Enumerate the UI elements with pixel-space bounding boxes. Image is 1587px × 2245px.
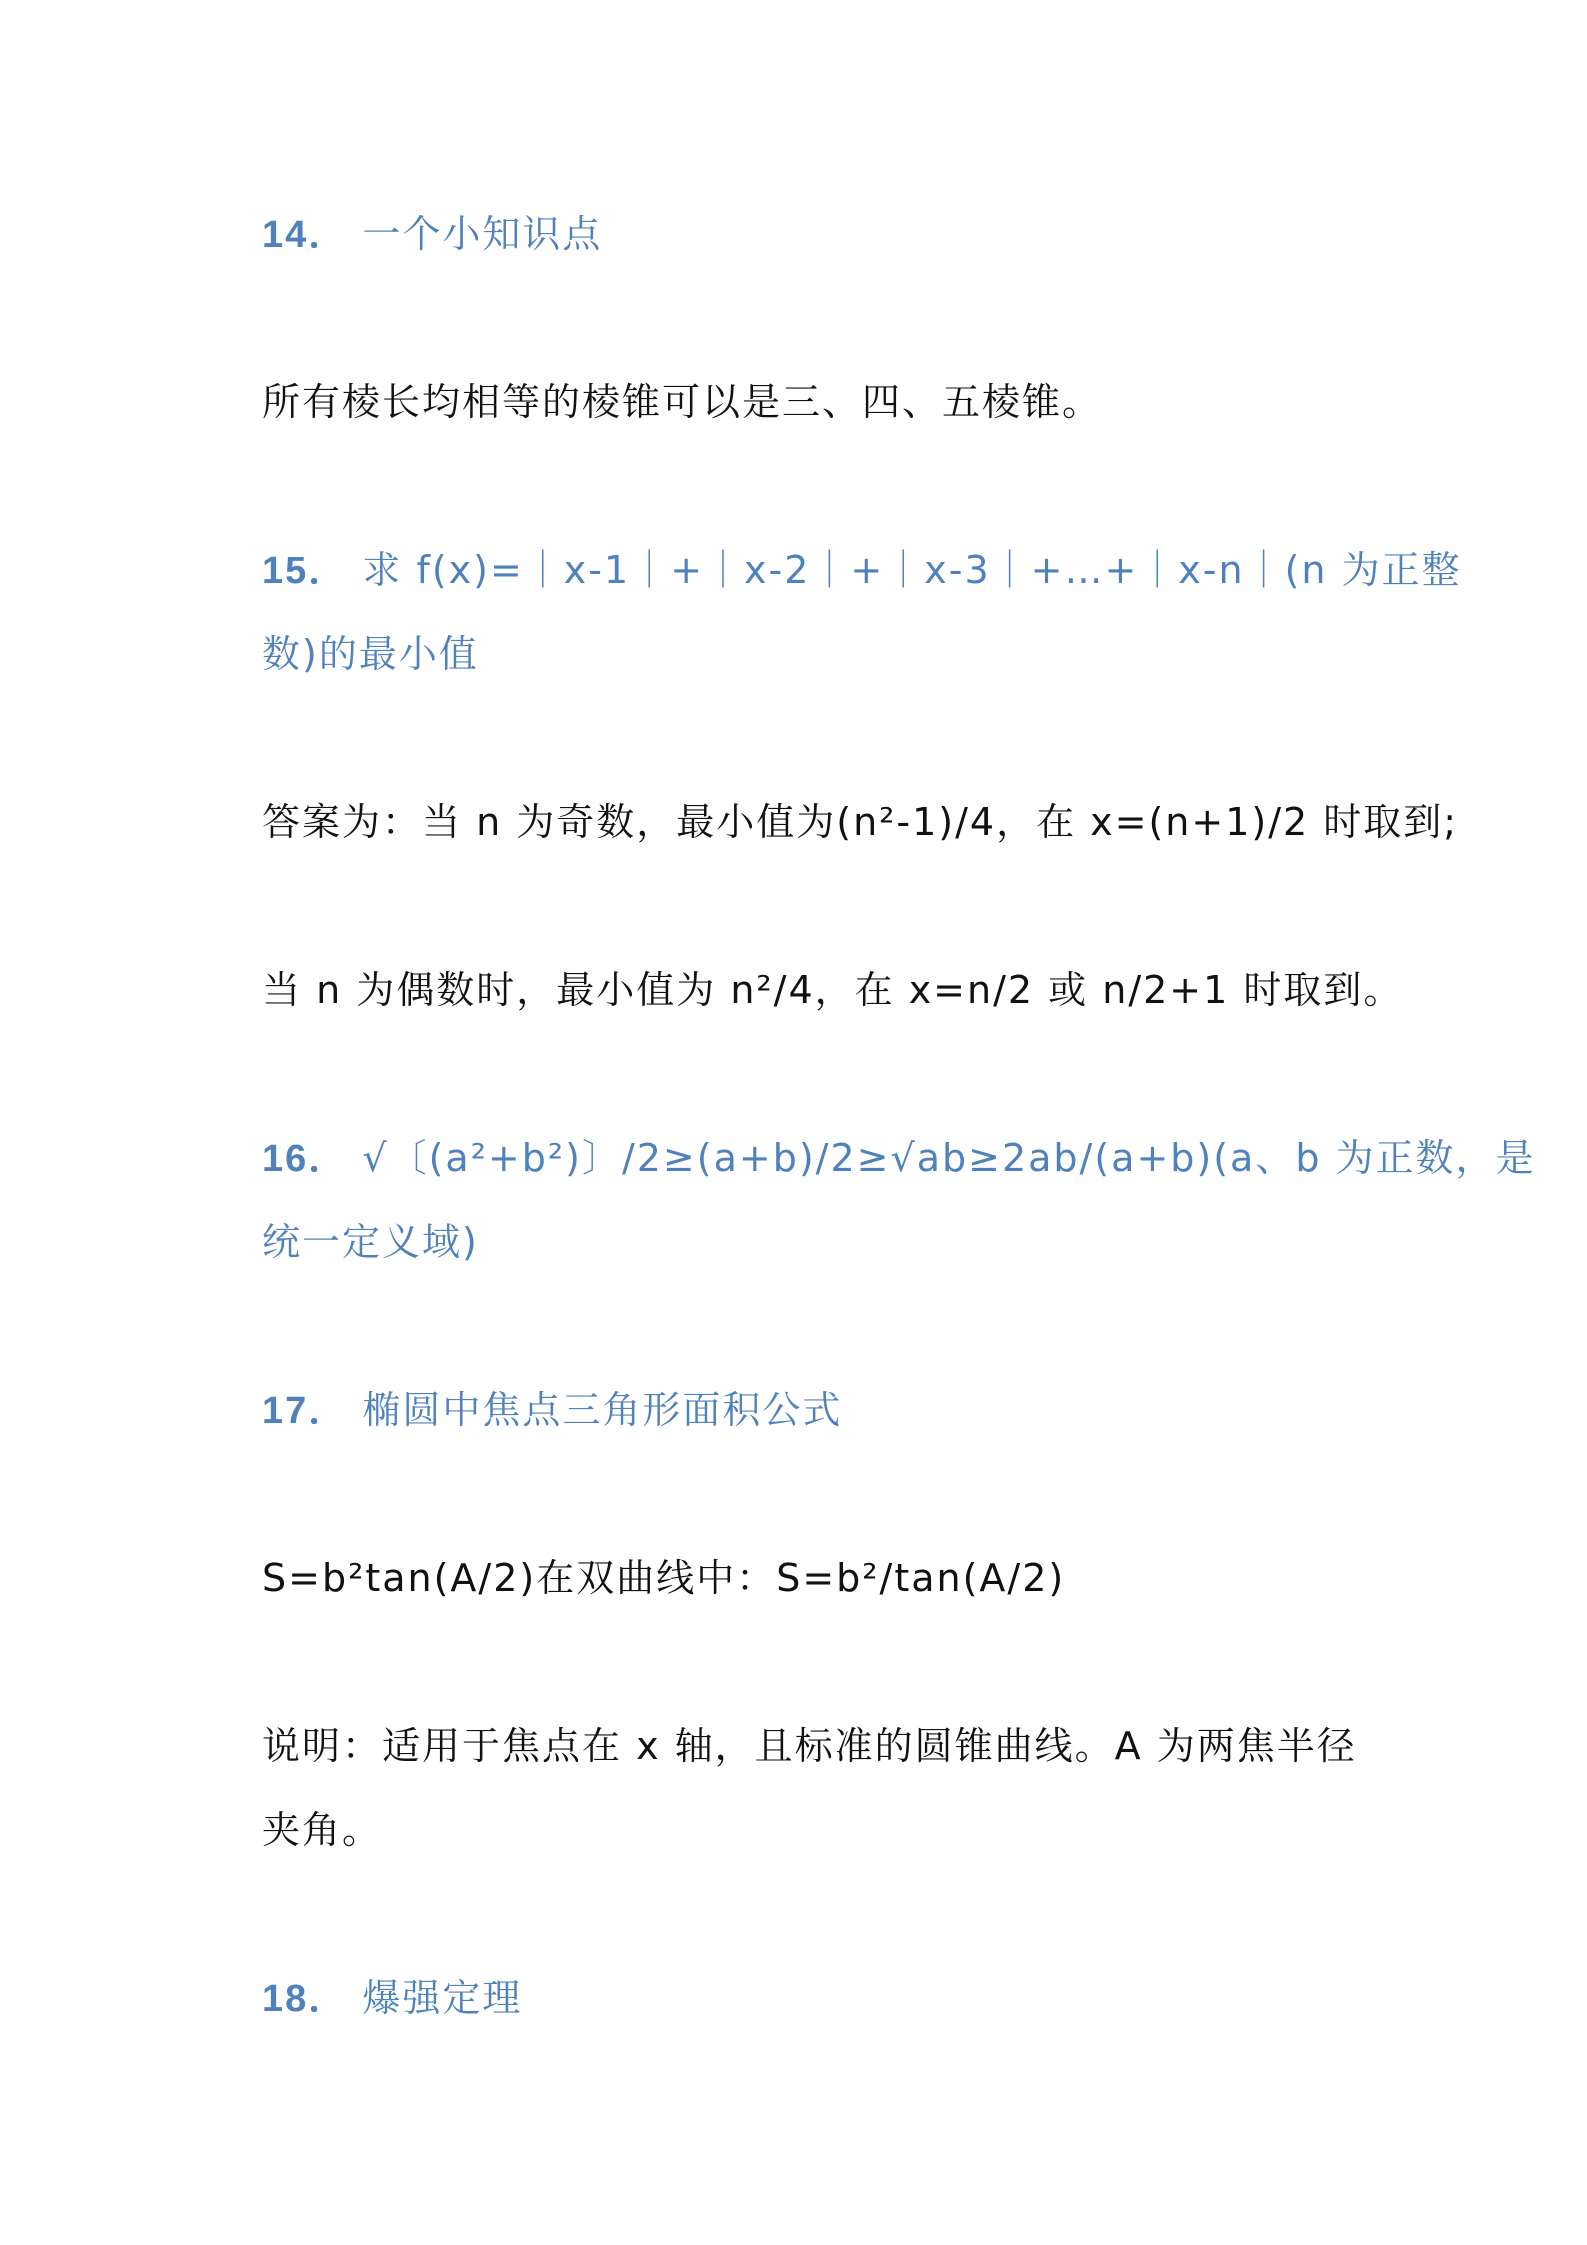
- item-number: 17．: [262, 1390, 349, 1432]
- item-17-note-continued: 夹角。: [262, 1808, 383, 1852]
- item-title: 椭圆中焦点三角形面积公式: [362, 1388, 843, 1432]
- item-15-answer-odd: 答案为：当 n 为奇数，最小值为(n²-1)/4，在 x=(n+1)/2 时取到;: [262, 800, 1459, 844]
- item-number: 14．: [262, 214, 349, 256]
- item-17-heading: [262, 1386, 842, 1435]
- item-number: 15．: [262, 550, 349, 592]
- item-14-content: 所有棱长均相等的棱锥可以是三、四、五棱锥。: [262, 380, 1103, 424]
- item-15-heading-continued: 数)的最小值: [262, 632, 479, 676]
- item-title: 一个小知识点: [362, 212, 603, 256]
- item-16-heading-continued: 统一定义域): [262, 1220, 479, 1264]
- item-16-heading: [262, 1134, 1536, 1183]
- item-17-note: 说明：适用于焦点在 x 轴，且标准的圆锥曲线。A 为两焦半径: [262, 1724, 1357, 1768]
- item-17-formula: S=b²tan(A/2)在双曲线中：S=b²/tan(A/2): [262, 1556, 1066, 1600]
- item-number: 16．: [262, 1138, 349, 1180]
- item-18-heading: [262, 1974, 522, 2023]
- item-title: 爆强定理: [362, 1976, 523, 2020]
- item-title: 求 f(x)=｜x-1｜+｜x-2｜+｜x-3｜+…+｜x-n｜(n 为正整: [362, 548, 1462, 592]
- item-15-heading: [262, 546, 1462, 595]
- item-15-answer-even: 当 n 为偶数时，最小值为 n²/4，在 x=n/2 或 n/2+1 时取到。: [262, 968, 1404, 1012]
- item-number: 18．: [262, 1978, 349, 2020]
- item-14-heading: [262, 210, 602, 259]
- item-title: √〔(a²+b²)〕/2≥(a+b)/2≥√ab≥2ab/(a+b)(a、b 为正数，是: [362, 1136, 1536, 1180]
